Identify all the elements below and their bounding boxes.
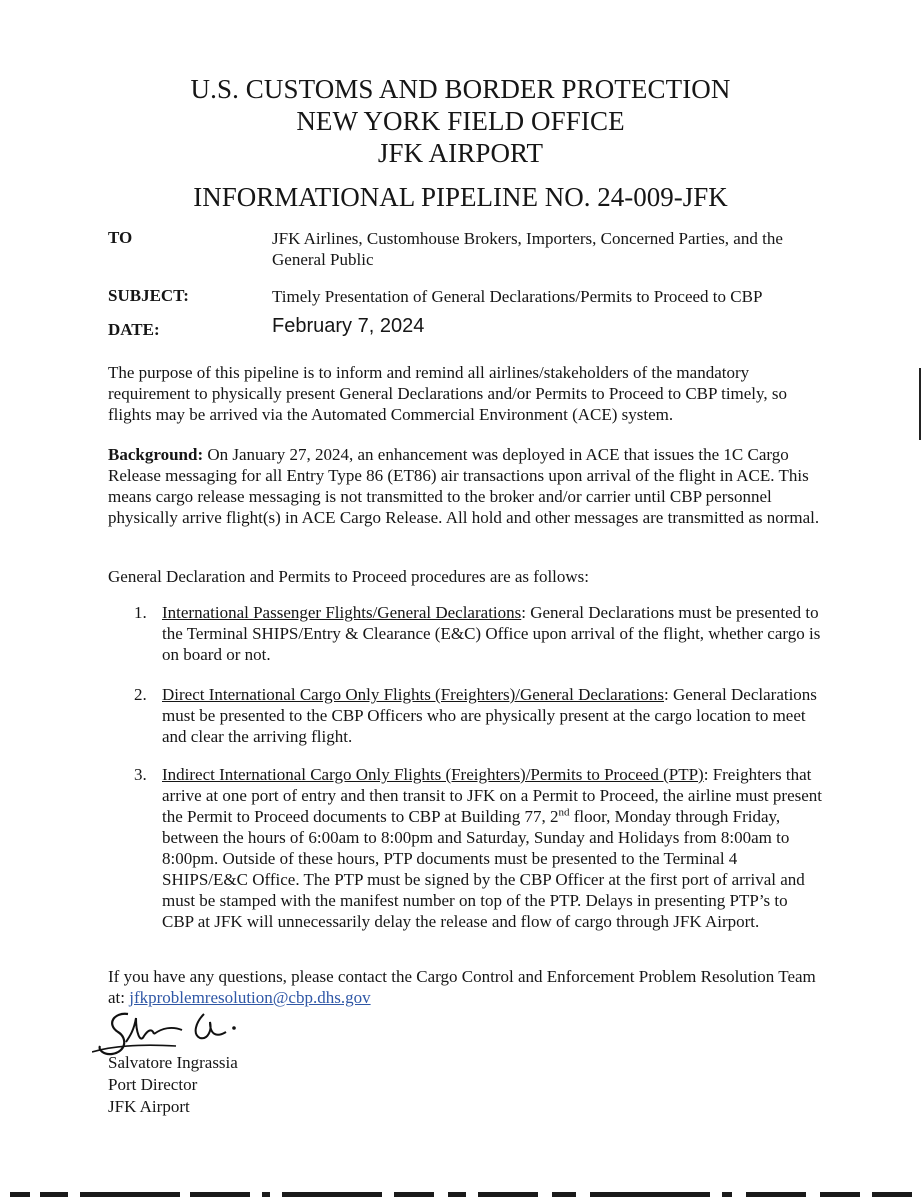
item-heading: Indirect International Cargo Only Flights (Freighters)/Permits to Proceed (PTP) [162, 765, 704, 784]
item-text: General Declarations must be presented to the CBP Officers who are physically present at the cargo location to meet and clear the arriving flight. [162, 685, 817, 746]
signer-name: Salvatore Ingrassia [108, 1053, 238, 1072]
ordinal-superscript: nd [558, 806, 570, 819]
item-text-part1: Freighters that arrive at one port of entry and then transit to JFK on a Permit to Proceed, the airline must present the Permit to Proceed documents to CBP at Building 77, 2 [162, 765, 822, 826]
contact-email-link[interactable]: jfkproblemresolution@cbp.dhs.gov [129, 988, 371, 1007]
item-heading: Direct International Cargo Only Flights (Freighters)/General Declarations [162, 685, 664, 704]
background-paragraph [108, 444, 828, 528]
signer-location: JFK Airport [108, 1097, 190, 1116]
date-label: DATE: [108, 320, 160, 339]
pipeline-title: INFORMATIONAL PIPELINE NO. 24-009-JFK [193, 182, 728, 212]
field-office: NEW YORK FIELD OFFICE [296, 106, 625, 136]
document-page: U.S. CUSTOMS AND BORDER PROTECTION NEW YORK FIELD OFFICE JFK AIRPORT INFORMATIONAL PIPELINE NO. 24-009-JFK TO JFK Airlines, Customhouse Brokers, Importers, Concerned Parties, and the General Public SUBJECT: Timely Presentation of General Declarations/Permits to Proceed to CBP DATE: February 7, 2024 The purpose of this pipeline is to inform and remind all airlines/stakeholders of the mandatory requirement to physically present General Declarations and/or Permits to Proceed to CBP timely, so flights may be arrived via the Automated Commercial Environment (ACE) system. Background: On January 27, 2024, an enhancement was deployed in ACE that issues the 1C Cargo Release messaging for all Entry Type 86 (ET86) air transactions upon arrival of the flight in ACE. This means cargo release messaging is not transmitted to the broker and/or carrier until CBP personnel physically arrive flight(s) in ACE Cargo Release. All hold and other messages are transmitted as normal. General Declaration and Permits to Proceed procedures are as follows: 1. International Passenger Flights/General Declarations: General Declarations must be presented to the Terminal SHIPS/Entry & Clearance (E&C) Office upon arrival of the flight, whether cargo is on board or not. 2. Direct International Cargo Only Flights (Freighters)/General Declarations: General Declarations must be presented to the CBP Officers who are physically present at the cargo location to meet and clear the arriving flight. 3. Indirect International Cargo Only Flights (Freighters)/Permits to Proceed (PTP): Freighters that arrive at one port of entry and then transit to JFK on a Permit to Proceed, the airline must present the Permit to Proceed documents to CBP at Building 77, 2nd floor, Monday through Friday, between the hours of 6:00am to 8:00pm and Saturday, Sunday and Holidays from 8:00am to 8:00pm. Outside of these hours, PTP documents must be presented to the Terminal 4 SHIPS/E&C Office. The PTP must be signed by the CBP Officer at the first port of arrival and must be stamped with the manifest number on top of the PTP. Delays in presenting PTP’s to CBP at JFK will unnecessarily delay the release and flow of cargo through JFK Airport. If you have any questions, please contact the Cargo Control and Enforcement Problem Resolution Team at: jfkproblemresolution@cbp.dhs.gov Salvatore Ingrassia Port Director JFK Airport [0, 0, 921, 1200]
background-heading: Background: [108, 445, 204, 464]
location: JFK AIRPORT [377, 138, 544, 168]
item-number: 2. [134, 685, 147, 704]
agency-name: U.S. CUSTOMS AND BORDER PROTECTION [190, 74, 731, 104]
scan-bottom-border [0, 1192, 921, 1198]
item-number: 3. [134, 765, 147, 784]
date-value: February 7, 2024 [272, 315, 425, 337]
to-label: TO [108, 228, 133, 247]
item-number: 1. [134, 603, 147, 622]
contact-text: If you have any questions, please contact the Cargo Control and Enforcement Problem Resolution Team at: [108, 967, 816, 1007]
to-value: JFK Airlines, Customhouse Brokers, Importers, Concerned Parties, and the General Public [272, 229, 783, 269]
item-text-part2: floor, Monday through Friday, between the hours of 6:00am to 8:00pm and Saturday, Sunday and Holidays from 8:00am to 8:00pm. Outside of these hours, PTP documents must be presented to the Terminal 4 SHIPS/E&C Office. The PTP must be signed by the CBP Officer at the first port of arrival and must be stamped with the manifest number on top of the PTP. Delays in presenting PTP’s to CBP at JFK will unnecessarily delay the release and flow of cargo through JFK Airport. [162, 807, 805, 931]
subject-label: SUBJECT: [108, 286, 189, 305]
background-text: On January 27, 2024, an enhancement was deployed in ACE that issues the 1C Cargo Release messaging for all Entry Type 86 (ET86) air transactions upon arrival of the flight in ACE. This means cargo release messaging is not transmitted to the broker and/or carrier until CBP personnel physically arrive flight(s) in ACE Cargo Release. All hold and other messages are transmitted as normal. [108, 445, 820, 527]
signer-title: Port Director [108, 1075, 198, 1094]
subject-value: Timely Presentation of General Declarations/Permits to Proceed to CBP [272, 287, 763, 306]
procedures-intro: General Declaration and Permits to Proceed procedures are as follows: [108, 567, 590, 586]
item-text: General Declarations must be presented to the Terminal SHIPS/Entry & Clearance (E&C) Office upon arrival of the flight, whether cargo is on board or not. [162, 603, 821, 664]
item-heading: International Passenger Flights/General Declarations [162, 603, 522, 622]
purpose-paragraph: The purpose of this pipeline is to inform and remind all airlines/stakeholders of the mandatory requirement to physically present General Declarations and/or Permits to Proceed to CBP timely, so flights may be arrived via the Automated Commercial Environment (ACE) system. [108, 363, 788, 424]
